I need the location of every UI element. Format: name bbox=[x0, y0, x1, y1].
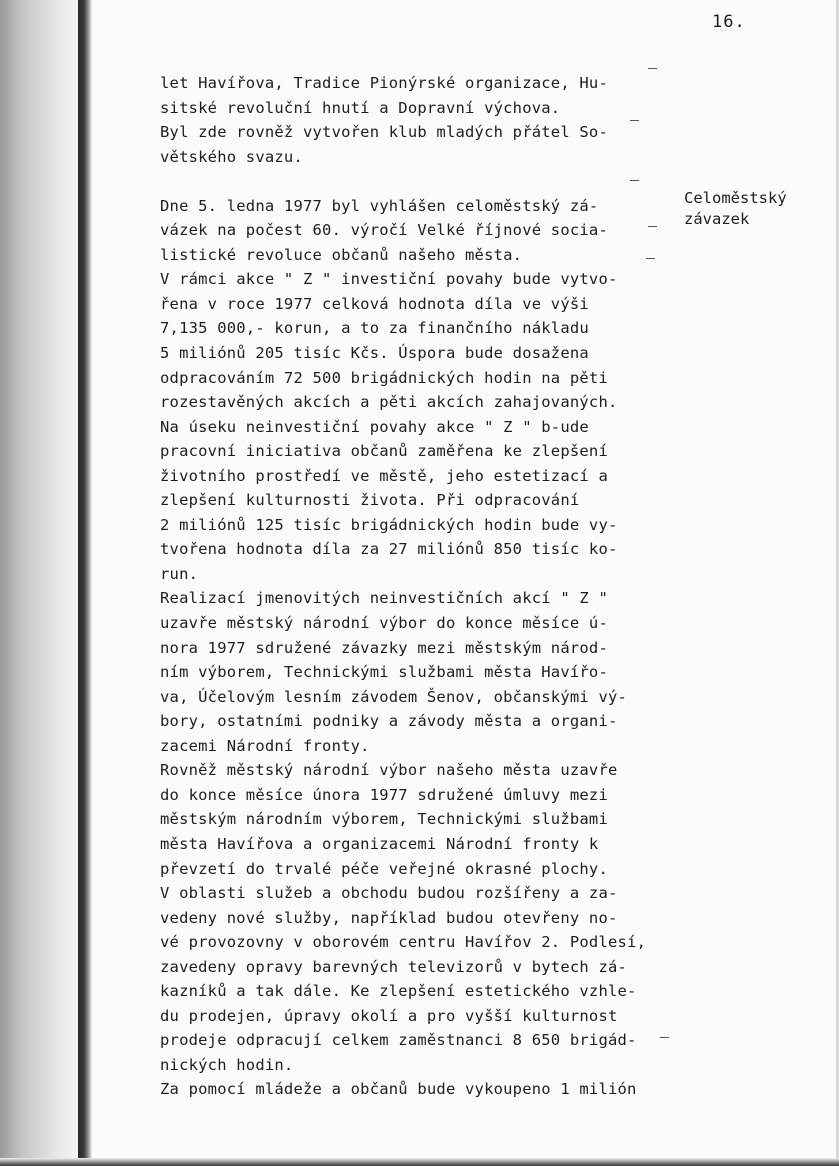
text-line: vé provozovny v oborovém centru Havířov 2. Podlesí, bbox=[160, 933, 647, 952]
binding-shadow bbox=[78, 0, 92, 1166]
text-line: řena v roce 1977 celková hodnota díla ve výši bbox=[160, 294, 589, 313]
text-line: rozestavěných akcích a pěti akcích zahajovaných. bbox=[160, 393, 618, 412]
text-line: du prodejen, úpravy okolí a pro vyšší kulturnost bbox=[160, 1006, 618, 1025]
margin-mark bbox=[648, 68, 657, 69]
text-line: bory, ostatními podniky a závody města a organi- bbox=[160, 712, 618, 731]
text-line: listické revoluce občanů našeho města. bbox=[160, 245, 523, 264]
text-line: odpracováním 72 500 brigádnických hodin na pěti bbox=[160, 368, 608, 387]
text-line: kazníků a tak dále. Ke zlepšení estetického vzhle- bbox=[160, 982, 637, 1001]
text-line: 2 miliónů 125 tisíc brigádnických hodin bude vy- bbox=[160, 515, 618, 534]
margin-mark bbox=[630, 180, 639, 181]
text-line: ním výborem, Technickými službami města Havířo- bbox=[160, 663, 608, 682]
text-line: Dne 5. ledna 1977 byl vyhlášen celoměstský zá- bbox=[160, 196, 599, 215]
text-line: pracovní iniciativa občanů zaměřena ke zlepšení bbox=[160, 442, 608, 461]
text-line: zlepšení kulturnosti života. Při odpracování bbox=[160, 491, 580, 510]
text-line: uzavře městský národní výbor do konce měsíce ú- bbox=[160, 614, 608, 633]
text-line: životního prostředí ve městě, jeho estetizací a bbox=[160, 466, 608, 485]
text-line: V rámci akce " Z " investiční povahy bude vytvo- bbox=[160, 270, 618, 289]
page-number: 16. bbox=[712, 12, 746, 32]
text-line: zacemi Národní fronty. bbox=[160, 736, 370, 755]
text-line: run. bbox=[160, 564, 199, 583]
text-line: města Havířova a organizacemi Národní fronty k bbox=[160, 834, 599, 853]
text-line: sitské revoluční hnutí a Dopravní výchova. bbox=[160, 98, 561, 117]
margin-note-line-2: závazek bbox=[684, 210, 750, 228]
margin-mark bbox=[630, 120, 639, 121]
text-line: městským národním výborem, Technickými službami bbox=[160, 810, 608, 829]
text-line: va, Účelovým lesním závodem Šenov, občanskými vý- bbox=[160, 687, 628, 706]
margin-note bbox=[684, 188, 824, 230]
text-line: Rovněž městský národní výbor našeho města uzavře bbox=[160, 761, 618, 780]
text-line: prodeje odpracují celkem zaměstnanci 8 650 brigád- bbox=[160, 1031, 637, 1050]
text-line: nora 1977 sdružené závazky mezi městským národ- bbox=[160, 638, 608, 657]
text-line: Realizací jmenovitých neinvestičních akcí " Z " bbox=[160, 589, 608, 608]
scan-edge-bottom bbox=[0, 1158, 839, 1166]
margin-mark bbox=[648, 226, 657, 227]
text-line: 5 miliónů 205 tisíc Kčs. Úspora bude dosažena bbox=[160, 344, 589, 363]
text-line: V oblasti služeb a obchodu budou rozšířeny a za- bbox=[160, 884, 618, 903]
text-line: vedeny nové služby, například budou otevřeny no- bbox=[160, 908, 618, 927]
text-line: Za pomocí mládeže a občanů bude vykoupeno 1 milión bbox=[160, 1080, 637, 1099]
text-line: zavedeny opravy barevných televizorů v bytech zá- bbox=[160, 957, 628, 976]
text-line: let Havířova, Tradice Pionýrské organizace, Hu- bbox=[160, 74, 608, 92]
body-text bbox=[160, 71, 680, 1102]
text-line: převzetí do trvalé péče veřejné okrasné plochy. bbox=[160, 859, 608, 878]
text-line: Na úseku neinvestiční povahy akce " Z " b-ude bbox=[160, 417, 589, 436]
margin-note-line-1: Celoměstský bbox=[684, 189, 787, 207]
text-line: vázek na počest 60. výročí Velké říjnové socia- bbox=[160, 221, 608, 240]
text-line: nických hodin. bbox=[160, 1055, 294, 1074]
text-line: větského svazu. bbox=[160, 147, 303, 166]
text-line: Byl zde rovněž vytvořen klub mladých přátel So- bbox=[160, 123, 608, 142]
margin-mark bbox=[646, 258, 655, 259]
text-line: 7,135 000,- korun, a to za finančního nákladu bbox=[160, 319, 589, 338]
text-line: do konce měsíce února 1977 sdružené úmluvy mezi bbox=[160, 785, 608, 804]
text-line: tvořena hodnota díla za 27 miliónů 850 tisíc ko- bbox=[160, 540, 618, 559]
scan-edge-left bbox=[0, 0, 80, 1166]
margin-mark bbox=[660, 1037, 669, 1038]
